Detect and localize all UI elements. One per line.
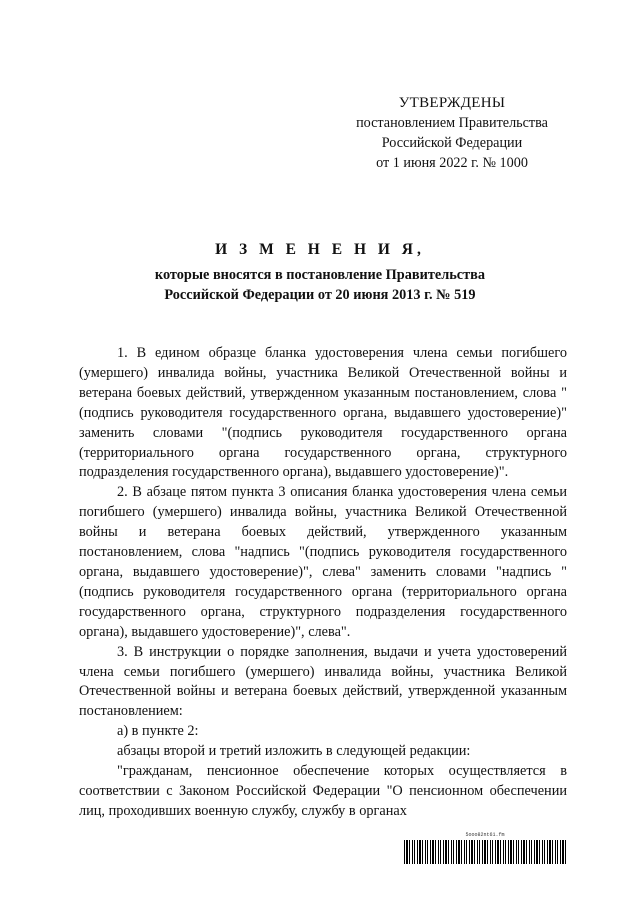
approval-heading: УТВЕРЖДЕНЫ	[398, 95, 506, 111]
paragraph-2: 2. В абзаце пятом пункта 3 описания бланка удостоверения члена семьи погибшего (умершего) инвалида войны, участника Великой Отечественной войны и ветерана боевых действий, утвержденного указанным постановлением, слова "надпись "(подпись руководителя государственного органа, выдавшего удостоверение)", слева" заменить словами "надпись "(подпись руководителя государственного органа (территориального органа государственного органа, структурного подразделения государственного органа), выдавшего удостоверение)", слева".	[79, 484, 567, 640]
approval-line-2: Российской Федерации	[381, 135, 523, 151]
barcode-code: 5ooo82nt61.fm	[465, 832, 505, 838]
approval-line-1: постановлением Правительства	[356, 115, 548, 131]
paragraph-quote: "гражданам, пенсионное обеспечение которых осуществляется в соответствии с Законом Российской Федерации "О пенсионном обеспечении лиц, проходивших военную службу, службу в органах	[79, 763, 567, 819]
approval-line-3: от 1 июня 2022 г. № 1000	[376, 155, 528, 171]
paragraph-1: 1. В едином образце бланка удостоверения члена семьи погибшего (умершего) инвалида войны, участника Великой Отечественной войны и ветерана боевых действий, утвержденном указанным постановлением, слова "(подпись руководителя государственного органа, выдавшего удостоверение)" заменить словами "(подпись руководителя государственного органа (территориального органа государственного органа, структурного подразделения государственного органа), выдавшего удостоверение)".	[79, 345, 567, 481]
document-body	[79, 344, 567, 822]
paragraph-3: 3. В инструкции о порядке заполнения, выдачи и учета удостоверений члена семьи погибшего (умершего) инвалида войны, участника Великой Отечественной войны и ветерана боевых действий, утвержденной указанным постановлением:	[79, 643, 567, 720]
paragraph-3a: а) в пункте 2:	[117, 723, 199, 740]
subtitle-line-1: которые вносятся в постановление Правительства	[154, 267, 486, 283]
paragraph-3a-text: абзацы второй и третий изложить в следующей редакции:	[117, 743, 471, 760]
approval-block	[342, 93, 562, 173]
document-subtitle	[0, 265, 640, 305]
subtitle-line-2: Российской Федерации от 20 июня 2013 г. № 519	[164, 287, 476, 303]
barcode-block	[404, 832, 566, 866]
document-title: И З М Е Н Е Н И Я,	[215, 241, 425, 258]
barcode-image	[404, 840, 566, 864]
